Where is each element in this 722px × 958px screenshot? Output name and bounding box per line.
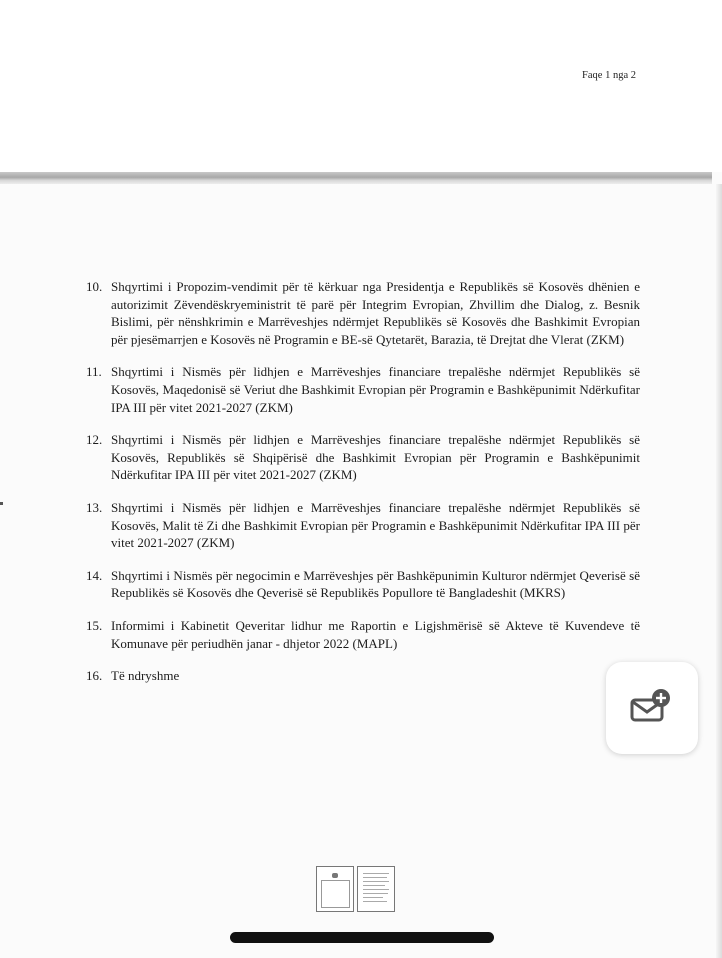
margin-mark <box>0 502 3 505</box>
page-thumbnail-2[interactable] <box>357 866 395 912</box>
agenda-item <box>86 567 640 602</box>
agenda-item-number: 12. <box>86 432 103 448</box>
home-indicator[interactable] <box>230 932 494 943</box>
thumbnail-line <box>363 897 383 898</box>
thumbnail-frame <box>321 880 350 908</box>
page-thumbnails <box>316 866 395 912</box>
thumbnail-line <box>363 877 387 878</box>
agenda-item-text: Të ndryshme <box>111 668 180 684</box>
agenda-item <box>86 363 640 416</box>
mail-add-icon <box>628 686 676 730</box>
page-thumbnail-1[interactable] <box>316 866 354 912</box>
thumbnail-line <box>363 881 389 882</box>
agenda-item <box>86 278 640 348</box>
thumbnail-line <box>363 873 389 874</box>
page-edge <box>716 184 722 958</box>
agenda-item <box>86 617 640 652</box>
previous-page-bottom <box>0 0 722 172</box>
agenda-item <box>86 667 640 685</box>
agenda-item-number: 14. <box>86 567 103 583</box>
agenda-item-text: Shqyrtimi i Nismës për negocimin e Marrëveshjes për Bashkëpunimin Kulturor ndërmjet Qeverisë së Republikës së Kosovës dhe Qeverisë së Republikës Popullore të Bangladeshit (MKRS) <box>111 567 640 601</box>
thumbnail-line <box>363 889 389 890</box>
agenda-item-number: 15. <box>86 617 103 633</box>
thumbnail-emblem <box>332 873 338 878</box>
agenda-item-number: 13. <box>86 499 103 515</box>
agenda-item-number: 16. <box>86 668 103 684</box>
agenda-item-text: Shqyrtimi i Nismës për lidhjen e Marrëveshjes financiare trepalëshe ndërmjet Republikës së Kosovës, Malit të Zi dhe Bashkimit Evropian për Programin e Bashkëpunimit Ndërkufitar IPA III për vitet 2021-2027 (ZKM) <box>111 499 640 551</box>
thumbnail-line <box>363 901 387 902</box>
agenda-item-text: Shqyrtimi i Propozim-vendimit për të kërkuar nga Presidentja e Republikës së Kosovës dhënien e autorizimit Zëvendëskryeministrit të parë për Integrim Evropian, Zhvillim dhe Dialog, z. Besnik Bislimi, për nënshkrimin e Marrëveshjes ndërmjet Republikës së Kosovës dhe Bashkimit Evropian për pjesëmarrjen e Kosovës në Programin e BE-së Qytetarët, Barazia, të Drejtat dhe Vlerat (ZKM) <box>111 279 640 347</box>
thumbnail-line <box>363 893 388 894</box>
page-number: Faqe 1 nga 2 <box>582 70 636 81</box>
agenda-item-number: 10. <box>86 279 103 294</box>
agenda-list <box>86 278 640 700</box>
agenda-item <box>86 499 640 552</box>
agenda-item-text: Informimi i Kabinetit Qeveritar lidhur me Raportin e Ligjshmërisë së Akteve të Kuvendeve të Komunave për periudhën janar - dhjetor 2022 (MAPL) <box>111 617 640 651</box>
agenda-item-number: 11. <box>86 364 102 380</box>
add-mail-button[interactable] <box>606 662 698 754</box>
page-divider <box>0 172 712 184</box>
agenda-item-text: Shqyrtimi i Nismës për lidhjen e Marrëveshjes financiare trepalëshe ndërmjet Republikës së Kosovës, Maqedonisë së Veriut dhe Bashkimit Evropian për Programin e Bashkëpunimit Ndërkufitar IPA III për vitet 2021-2027 (ZKM) <box>111 364 640 415</box>
agenda-item <box>86 431 640 484</box>
agenda-item-text: Shqyrtimi i Nismës për lidhjen e Marrëveshjes financiare trepalëshe ndërmjet Republikës së Kosovës, Republikës së Shqipërisë dhe Bashkimit Evropian për Programin e Bashkëpunimit Ndërkufitar IPA III për vitet 2021-2027 (ZKM) <box>111 432 640 483</box>
thumbnail-line <box>363 885 385 886</box>
